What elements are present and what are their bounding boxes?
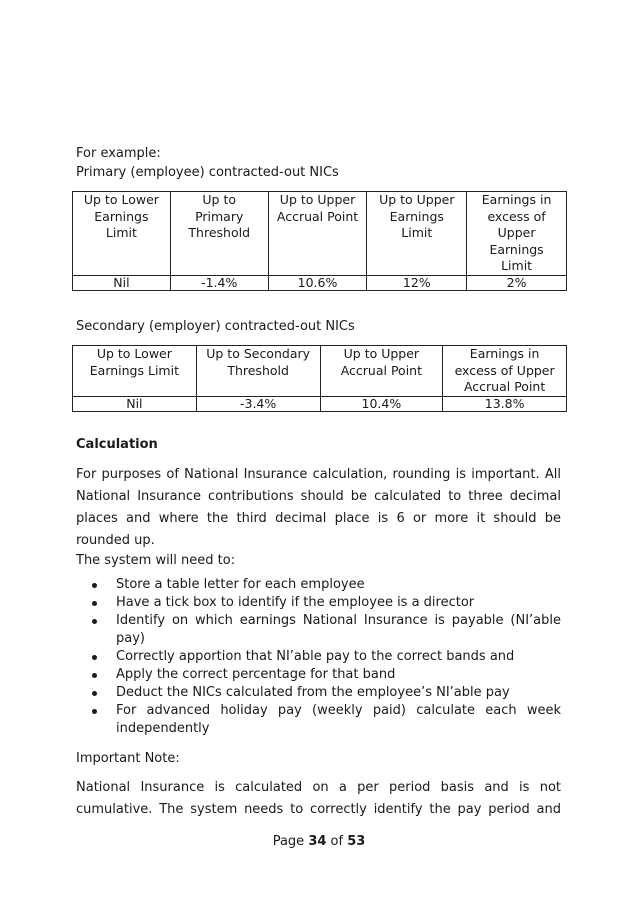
secondary-header-cell: [73, 346, 197, 397]
primary-nics-caption: Primary (employee) contracted-out NICs: [76, 165, 339, 180]
paragraph-line: rounded up.: [76, 533, 155, 548]
header-line: Earnings: [389, 208, 444, 224]
value-cell: 10.4%: [320, 396, 443, 411]
header-line: Earnings: [94, 208, 149, 224]
system-intro: The system will need to:: [76, 553, 236, 568]
bullet-icon: [92, 601, 97, 606]
for-example-label: For example:: [76, 146, 161, 161]
list-item-text: For advanced holiday pay (weekly paid) calculate each week: [116, 703, 561, 718]
paragraph-line: National Insurance contributions should be calculated to three decimal: [76, 489, 561, 504]
primary-header-cell: [268, 192, 367, 276]
value-cell: 13.8%: [443, 396, 567, 411]
page-footer: [0, 834, 638, 849]
paragraph-line: For purposes of National Insurance calculation, rounding is important. All: [76, 467, 561, 482]
header-line: Earnings Limit: [89, 362, 179, 378]
header-line: Earnings in: [481, 192, 552, 207]
header-line: Up to Lower: [83, 192, 159, 207]
header-line: Earnings: [489, 241, 544, 257]
bullet-icon: [92, 709, 97, 714]
secondary-values-row: [73, 396, 567, 411]
paragraph-line: National Insurance is calculated on a per period basis and is not: [76, 780, 561, 795]
header-line: excess of Upper: [454, 362, 555, 378]
header-line: Up to: [202, 192, 237, 207]
value-cell: Nil: [73, 275, 171, 290]
list-item: [76, 684, 561, 702]
note-paragraph: [76, 777, 561, 821]
primary-header-cell: [467, 192, 567, 276]
page-prefix: Page: [272, 834, 305, 849]
primary-values-row: [73, 275, 567, 290]
page-of: of: [330, 834, 344, 849]
secondary-nics-table: [72, 345, 567, 412]
list-item: [76, 666, 561, 684]
value-cell: 2%: [467, 275, 567, 290]
header-line: Threshold: [188, 225, 251, 240]
page-number: 34: [308, 834, 327, 849]
bullet-icon: [92, 655, 97, 660]
header-line: Limit: [501, 258, 533, 273]
header-line: Up to Secondary: [206, 346, 311, 361]
calculation-heading: Calculation: [76, 437, 158, 452]
list-item: [76, 648, 561, 666]
secondary-header-cell: [320, 346, 443, 397]
primary-header-cell: [73, 192, 171, 276]
header-line: Up to Upper: [343, 346, 420, 361]
rounding-paragraph: [76, 464, 561, 552]
value-cell: 12%: [367, 275, 467, 290]
list-item: [76, 576, 561, 594]
value-cell: 10.6%: [268, 275, 367, 290]
header-line: Accrual Point: [340, 362, 422, 378]
value-cell: Nil: [73, 396, 197, 411]
value-cell: -1.4%: [170, 275, 268, 290]
bullet-icon: [92, 583, 97, 588]
list-item-text: independently: [116, 721, 210, 736]
important-note-label: Important Note:: [76, 751, 180, 766]
list-item-text: Store a table letter for each employee: [116, 577, 365, 592]
paragraph-line: cumulative. The system needs to correctly identify the pay period and: [76, 802, 561, 817]
bullet-icon: [92, 673, 97, 678]
bullet-icon: [92, 691, 97, 696]
secondary-header-cell: [196, 346, 320, 397]
header-line: Earnings in: [469, 346, 540, 361]
list-item-text: Have a tick box to identify if the employee is a director: [116, 595, 475, 610]
list-item: [76, 594, 561, 612]
secondary-header-row: [73, 346, 567, 397]
list-item-text: Apply the correct percentage for that band: [116, 667, 396, 682]
header-line: Limit: [401, 225, 433, 240]
header-line: Up to Lower: [96, 346, 172, 361]
header-line: Primary: [195, 208, 244, 224]
requirements-list: [76, 576, 561, 738]
list-item-text: Correctly apportion that NI’able pay to the correct bands and: [116, 649, 515, 664]
value-cell: -3.4%: [196, 396, 320, 411]
header-line: Accrual Point: [463, 379, 546, 394]
paragraph-line: places and where the third decimal place is 6 or more it should be: [76, 511, 561, 526]
primary-header-row: [73, 192, 567, 276]
primary-header-cell: [170, 192, 268, 276]
header-line: Up to Upper: [279, 192, 356, 207]
primary-nics-table: [72, 191, 567, 291]
primary-header-cell: [367, 192, 467, 276]
header-line: excess of: [487, 208, 546, 224]
bullet-icon: [92, 619, 97, 624]
header-line: Up to Upper: [379, 192, 455, 207]
header-line: Threshold: [227, 362, 289, 378]
list-item: [76, 702, 561, 738]
secondary-header-cell: [443, 346, 567, 397]
secondary-nics-caption: Secondary (employer) contracted-out NICs: [76, 319, 355, 334]
list-item-text: Deduct the NICs calculated from the employee’s NI’able pay: [116, 685, 510, 700]
header-line: Limit: [105, 225, 137, 240]
header-line: Accrual Point: [276, 208, 359, 224]
list-item-text: pay): [116, 631, 145, 646]
header-line: Upper: [497, 225, 536, 240]
total-pages: 53: [347, 834, 366, 849]
list-item: [76, 612, 561, 648]
list-item-text: Identify on which earnings National Insurance is payable (NI’able: [116, 613, 561, 628]
